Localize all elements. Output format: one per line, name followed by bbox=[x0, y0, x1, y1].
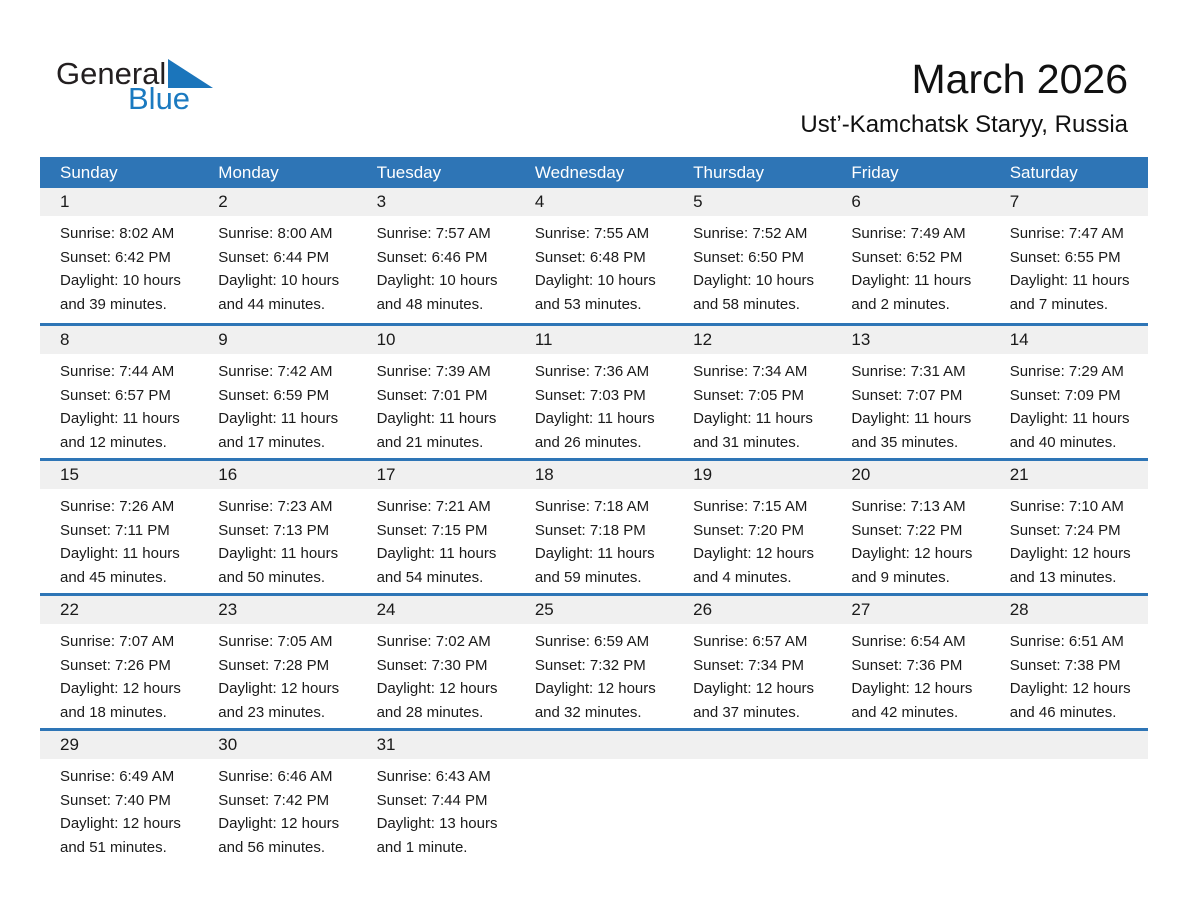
day-details bbox=[357, 759, 515, 859]
empty-day-cell bbox=[673, 731, 831, 863]
day-number: 30 bbox=[198, 731, 356, 759]
day-number: 7 bbox=[990, 188, 1148, 216]
daylight-text: Daylight: 12 hours and 13 minutes. bbox=[1009, 545, 1131, 586]
day-cell-4 bbox=[515, 188, 673, 323]
sunrise-text: Sunrise: 7:10 AM bbox=[1009, 498, 1124, 515]
daylight-text: Daylight: 10 hours and 58 minutes. bbox=[693, 272, 815, 313]
sunrise-text: Sunrise: 7:39 AM bbox=[376, 363, 491, 380]
day-details bbox=[198, 624, 356, 724]
day-details bbox=[198, 489, 356, 589]
day-number: 29 bbox=[40, 731, 198, 759]
day-details bbox=[673, 354, 831, 454]
day-cell-14 bbox=[990, 326, 1148, 458]
day-cell-25 bbox=[515, 596, 673, 728]
day-cell-23 bbox=[198, 596, 356, 728]
day-cell-26 bbox=[673, 596, 831, 728]
title-block bbox=[800, 56, 1128, 139]
day-details bbox=[990, 216, 1148, 316]
weekday-header-row bbox=[40, 157, 1148, 188]
day-number: 8 bbox=[40, 326, 198, 354]
sunset-text: Sunset: 6:42 PM bbox=[60, 248, 171, 266]
sunset-text: Sunset: 7:03 PM bbox=[534, 386, 646, 404]
sunrise-text: Sunrise: 6:43 AM bbox=[376, 768, 491, 785]
day-number: 10 bbox=[357, 326, 515, 354]
day-cell-6 bbox=[831, 188, 989, 323]
day-number: 20 bbox=[831, 461, 989, 489]
day-details bbox=[673, 216, 831, 316]
week-row-5 bbox=[40, 728, 1148, 863]
day-cell-24 bbox=[357, 596, 515, 728]
weekday-header-tuesday: Tuesday bbox=[376, 162, 442, 182]
weekday-header-wednesday: Wednesday bbox=[534, 162, 625, 182]
weekday-header-saturday: Saturday bbox=[1009, 162, 1078, 182]
sunrise-text: Sunrise: 7:57 AM bbox=[376, 225, 491, 242]
week-row-4 bbox=[40, 593, 1148, 728]
day-number: 17 bbox=[357, 461, 515, 489]
sunrise-text: Sunrise: 7:29 AM bbox=[1009, 363, 1124, 380]
daylight-text: Daylight: 12 hours and 32 minutes. bbox=[534, 680, 656, 721]
day-cell-1 bbox=[40, 188, 198, 323]
page-subtitle: Ust’-Kamchatsk Staryy, Russia bbox=[800, 111, 1128, 139]
daylight-text: Daylight: 11 hours and 26 minutes. bbox=[534, 410, 655, 451]
sunrise-text: Sunrise: 7:21 AM bbox=[376, 498, 491, 515]
day-cell-29 bbox=[40, 731, 198, 863]
day-cell-27 bbox=[831, 596, 989, 728]
day-details bbox=[198, 759, 356, 859]
daylight-text: Daylight: 12 hours and 4 minutes. bbox=[693, 545, 815, 586]
sunrise-text: Sunrise: 7:23 AM bbox=[218, 498, 333, 515]
empty-day-band bbox=[831, 731, 989, 759]
day-cell-9 bbox=[198, 326, 356, 458]
sunrise-text: Sunrise: 7:49 AM bbox=[851, 225, 966, 242]
day-number: 5 bbox=[673, 188, 831, 216]
sunrise-text: Sunrise: 7:26 AM bbox=[60, 498, 175, 515]
day-details bbox=[515, 624, 673, 724]
daylight-text: Daylight: 10 hours and 53 minutes. bbox=[534, 272, 656, 313]
week-row-2 bbox=[40, 323, 1148, 458]
sunset-text: Sunset: 7:30 PM bbox=[376, 656, 488, 674]
day-number: 22 bbox=[40, 596, 198, 624]
day-cell-20 bbox=[831, 461, 989, 593]
day-details bbox=[990, 489, 1148, 589]
day-details bbox=[831, 489, 989, 589]
daylight-text: Daylight: 12 hours and 9 minutes. bbox=[851, 545, 973, 586]
sunrise-text: Sunrise: 7:47 AM bbox=[1009, 225, 1124, 242]
general-blue-logo bbox=[56, 58, 256, 120]
sunrise-text: Sunrise: 7:13 AM bbox=[851, 498, 966, 515]
day-number: 9 bbox=[198, 326, 356, 354]
sunrise-text: Sunrise: 6:46 AM bbox=[218, 768, 333, 785]
day-number: 6 bbox=[831, 188, 989, 216]
day-cell-11 bbox=[515, 326, 673, 458]
sunset-text: Sunset: 6:55 PM bbox=[1009, 248, 1121, 266]
sunset-text: Sunset: 7:20 PM bbox=[693, 521, 805, 539]
day-details bbox=[198, 216, 356, 316]
sunset-text: Sunset: 7:22 PM bbox=[851, 521, 963, 539]
sunrise-text: Sunrise: 7:36 AM bbox=[534, 363, 650, 380]
daylight-text: Daylight: 10 hours and 39 minutes. bbox=[60, 272, 181, 313]
sunset-text: Sunset: 7:38 PM bbox=[1009, 656, 1121, 674]
day-cell-18 bbox=[515, 461, 673, 593]
day-details bbox=[673, 489, 831, 589]
day-details bbox=[831, 216, 989, 316]
day-number: 16 bbox=[198, 461, 356, 489]
week-row-3 bbox=[40, 458, 1148, 593]
day-details bbox=[40, 354, 198, 454]
daylight-text: Daylight: 12 hours and 56 minutes. bbox=[218, 815, 340, 856]
sunrise-text: Sunrise: 7:31 AM bbox=[851, 363, 966, 380]
day-number: 1 bbox=[40, 188, 198, 216]
daylight-text: Daylight: 12 hours and 23 minutes. bbox=[218, 680, 340, 721]
day-details bbox=[515, 216, 673, 316]
sunset-text: Sunset: 7:05 PM bbox=[693, 386, 805, 404]
day-cell-2 bbox=[198, 188, 356, 323]
day-cell-5 bbox=[673, 188, 831, 323]
day-details bbox=[357, 354, 515, 454]
day-cell-30 bbox=[198, 731, 356, 863]
daylight-text: Daylight: 11 hours and 45 minutes. bbox=[60, 545, 180, 586]
sunset-text: Sunset: 7:11 PM bbox=[60, 521, 170, 539]
day-cell-28 bbox=[990, 596, 1148, 728]
sunrise-text: Sunrise: 7:44 AM bbox=[60, 363, 175, 380]
day-number: 2 bbox=[198, 188, 356, 216]
day-cell-7 bbox=[990, 188, 1148, 323]
day-details bbox=[357, 489, 515, 589]
sunset-text: Sunset: 7:28 PM bbox=[218, 656, 330, 674]
day-cell-21 bbox=[990, 461, 1148, 593]
day-number: 3 bbox=[357, 188, 515, 216]
day-details bbox=[831, 354, 989, 454]
daylight-text: Daylight: 11 hours and 54 minutes. bbox=[376, 545, 497, 586]
day-details bbox=[515, 489, 673, 589]
daylight-text: Daylight: 11 hours and 40 minutes. bbox=[1009, 410, 1130, 451]
day-number: 28 bbox=[990, 596, 1148, 624]
sunset-text: Sunset: 6:50 PM bbox=[693, 248, 805, 266]
sunset-text: Sunset: 7:09 PM bbox=[1009, 386, 1121, 404]
day-details bbox=[990, 354, 1148, 454]
sunset-text: Sunset: 7:13 PM bbox=[218, 521, 330, 539]
day-number: 27 bbox=[831, 596, 989, 624]
daylight-text: Daylight: 12 hours and 18 minutes. bbox=[60, 680, 181, 721]
sunrise-text: Sunrise: 7:18 AM bbox=[534, 498, 650, 515]
weekday-header-thursday: Thursday bbox=[693, 162, 765, 182]
day-details bbox=[831, 624, 989, 724]
sunrise-text: Sunrise: 7:55 AM bbox=[534, 225, 650, 242]
sunrise-text: Sunrise: 7:15 AM bbox=[693, 498, 808, 515]
weekday-header-friday: Friday bbox=[851, 162, 899, 182]
sunset-text: Sunset: 7:44 PM bbox=[376, 791, 488, 809]
sunrise-text: Sunrise: 7:02 AM bbox=[376, 633, 491, 650]
sunrise-text: Sunrise: 7:52 AM bbox=[693, 225, 808, 242]
day-cell-8 bbox=[40, 326, 198, 458]
week-row-1 bbox=[40, 188, 1148, 323]
day-details bbox=[40, 489, 198, 589]
daylight-text: Daylight: 11 hours and 12 minutes. bbox=[60, 410, 180, 451]
day-number: 12 bbox=[673, 326, 831, 354]
daylight-text: Daylight: 12 hours and 28 minutes. bbox=[376, 680, 498, 721]
daylight-text: Daylight: 13 hours and 1 minute. bbox=[376, 815, 498, 856]
sunrise-text: Sunrise: 6:59 AM bbox=[534, 633, 650, 650]
day-details bbox=[40, 216, 198, 316]
day-cell-22 bbox=[40, 596, 198, 728]
daylight-text: Daylight: 10 hours and 48 minutes. bbox=[376, 272, 498, 313]
calendar-table bbox=[40, 157, 1148, 863]
day-details bbox=[673, 624, 831, 724]
sunset-text: Sunset: 7:26 PM bbox=[60, 656, 171, 674]
daylight-text: Daylight: 12 hours and 37 minutes. bbox=[693, 680, 815, 721]
logo-text-general: General bbox=[56, 56, 167, 91]
sunrise-text: Sunrise: 8:00 AM bbox=[218, 225, 333, 242]
day-cell-17 bbox=[357, 461, 515, 593]
empty-day-cell bbox=[515, 731, 673, 863]
daylight-text: Daylight: 11 hours and 31 minutes. bbox=[693, 410, 813, 451]
daylight-text: Daylight: 11 hours and 7 minutes. bbox=[1009, 272, 1130, 313]
sunset-text: Sunset: 7:32 PM bbox=[534, 656, 646, 674]
sunset-text: Sunset: 6:59 PM bbox=[218, 386, 330, 404]
sunrise-text: Sunrise: 7:07 AM bbox=[60, 633, 175, 650]
day-details bbox=[990, 624, 1148, 724]
sunset-text: Sunset: 6:48 PM bbox=[534, 248, 646, 266]
day-cell-31 bbox=[357, 731, 515, 863]
weekday-header-monday: Monday bbox=[218, 162, 279, 182]
sunset-text: Sunset: 6:46 PM bbox=[376, 248, 488, 266]
day-cell-12 bbox=[673, 326, 831, 458]
day-details bbox=[357, 216, 515, 316]
sunrise-text: Sunrise: 8:02 AM bbox=[60, 225, 175, 242]
daylight-text: Daylight: 11 hours and 21 minutes. bbox=[376, 410, 497, 451]
day-number: 25 bbox=[515, 596, 673, 624]
logo-text-blue: Blue bbox=[128, 81, 191, 116]
sunset-text: Sunset: 7:01 PM bbox=[376, 386, 488, 404]
daylight-text: Daylight: 11 hours and 59 minutes. bbox=[534, 545, 655, 586]
day-details bbox=[357, 624, 515, 724]
sunset-text: Sunset: 7:07 PM bbox=[851, 386, 963, 404]
day-cell-19 bbox=[673, 461, 831, 593]
sunset-text: Sunset: 7:42 PM bbox=[218, 791, 330, 809]
empty-day-cell bbox=[831, 731, 989, 863]
page-title: March 2026 bbox=[911, 56, 1128, 102]
empty-day-band bbox=[673, 731, 831, 759]
sunrise-text: Sunrise: 6:54 AM bbox=[851, 633, 966, 650]
day-number: 19 bbox=[673, 461, 831, 489]
sunset-text: Sunset: 7:40 PM bbox=[60, 791, 171, 809]
sunset-text: Sunset: 6:44 PM bbox=[218, 248, 330, 266]
sunset-text: Sunset: 7:34 PM bbox=[693, 656, 805, 674]
sunrise-text: Sunrise: 7:05 AM bbox=[218, 633, 333, 650]
day-number: 24 bbox=[357, 596, 515, 624]
daylight-text: Daylight: 12 hours and 46 minutes. bbox=[1009, 680, 1131, 721]
daylight-text: Daylight: 12 hours and 51 minutes. bbox=[60, 815, 181, 856]
day-number: 4 bbox=[515, 188, 673, 216]
daylight-text: Daylight: 11 hours and 17 minutes. bbox=[218, 410, 339, 451]
sunrise-text: Sunrise: 6:49 AM bbox=[60, 768, 175, 785]
day-number: 31 bbox=[357, 731, 515, 759]
day-number: 15 bbox=[40, 461, 198, 489]
day-cell-16 bbox=[198, 461, 356, 593]
sunset-text: Sunset: 6:57 PM bbox=[60, 386, 171, 404]
day-number: 11 bbox=[515, 326, 673, 354]
daylight-text: Daylight: 11 hours and 35 minutes. bbox=[851, 410, 972, 451]
sunrise-text: Sunrise: 7:42 AM bbox=[218, 363, 333, 380]
day-details bbox=[40, 624, 198, 724]
day-number: 14 bbox=[990, 326, 1148, 354]
day-cell-10 bbox=[357, 326, 515, 458]
sunset-text: Sunset: 7:18 PM bbox=[534, 521, 646, 539]
empty-day-band bbox=[990, 731, 1148, 759]
daylight-text: Daylight: 11 hours and 50 minutes. bbox=[218, 545, 339, 586]
day-cell-13 bbox=[831, 326, 989, 458]
sunset-text: Sunset: 6:52 PM bbox=[851, 248, 963, 266]
sunrise-text: Sunrise: 6:51 AM bbox=[1009, 633, 1124, 650]
day-number: 21 bbox=[990, 461, 1148, 489]
day-cell-15 bbox=[40, 461, 198, 593]
day-number: 23 bbox=[198, 596, 356, 624]
day-cell-3 bbox=[357, 188, 515, 323]
day-details bbox=[40, 759, 198, 859]
weeks-container bbox=[40, 188, 1148, 863]
day-number: 18 bbox=[515, 461, 673, 489]
empty-day-cell bbox=[990, 731, 1148, 863]
day-number: 13 bbox=[831, 326, 989, 354]
day-number: 26 bbox=[673, 596, 831, 624]
daylight-text: Daylight: 12 hours and 42 minutes. bbox=[851, 680, 973, 721]
sunrise-text: Sunrise: 7:34 AM bbox=[693, 363, 808, 380]
daylight-text: Daylight: 10 hours and 44 minutes. bbox=[218, 272, 340, 313]
daylight-text: Daylight: 11 hours and 2 minutes. bbox=[851, 272, 972, 313]
sunset-text: Sunset: 7:24 PM bbox=[1009, 521, 1121, 539]
day-details bbox=[515, 354, 673, 454]
sunset-text: Sunset: 7:15 PM bbox=[376, 521, 488, 539]
empty-day-band bbox=[515, 731, 673, 759]
sunrise-text: Sunrise: 6:57 AM bbox=[693, 633, 808, 650]
day-details bbox=[198, 354, 356, 454]
sunset-text: Sunset: 7:36 PM bbox=[851, 656, 963, 674]
weekday-header-sunday: Sunday bbox=[60, 162, 118, 182]
